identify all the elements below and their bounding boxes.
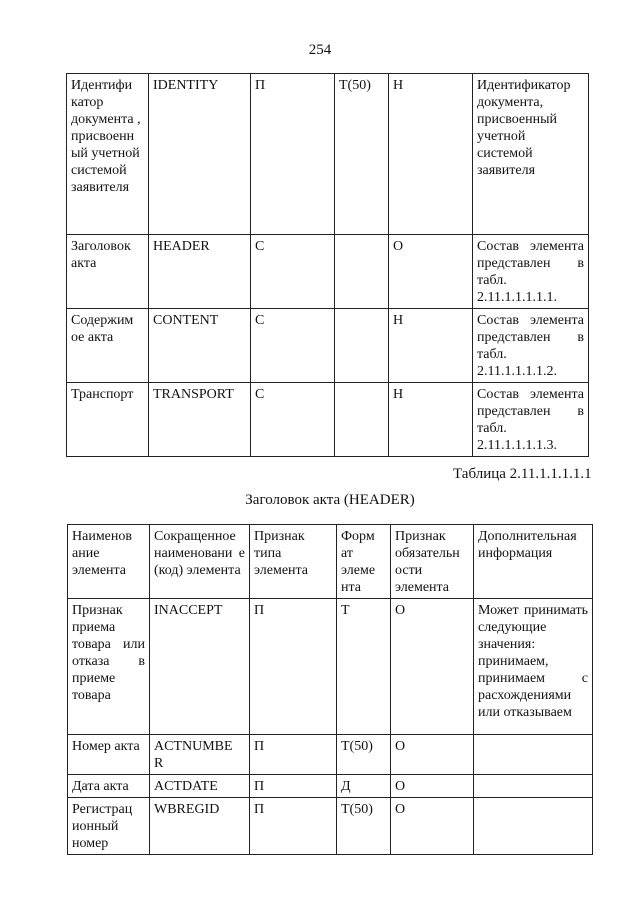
element-format-cell: T(50) bbox=[337, 735, 391, 775]
table-row bbox=[67, 383, 589, 457]
column-header: Признак обязательн ости элемента bbox=[391, 525, 474, 599]
element-info-cell: Может принимать следующие значения: принимаем, принимаем с расхождениями или отказываем bbox=[474, 599, 593, 735]
column-header: Дополнительная информация bbox=[474, 525, 593, 599]
element-required-cell: О bbox=[391, 798, 474, 855]
column-header: Наименов ание элемента bbox=[68, 525, 150, 599]
element-format-cell: Д bbox=[337, 775, 391, 798]
element-format-cell: T bbox=[337, 599, 391, 735]
element-name-cell: Номер акта bbox=[68, 735, 150, 775]
column-header: Сокращенное наименовани е (код) элемента bbox=[150, 525, 250, 599]
table-row bbox=[67, 74, 589, 235]
element-format-cell: T(50) bbox=[337, 798, 391, 855]
column-header: Форм ат элеме нта bbox=[337, 525, 391, 599]
elements-table bbox=[66, 73, 589, 457]
table-row bbox=[68, 735, 593, 775]
element-type-cell: П bbox=[250, 599, 337, 735]
page-number: 254 bbox=[308, 42, 332, 58]
element-format-cell bbox=[335, 383, 389, 457]
table-row bbox=[68, 798, 593, 855]
element-format-cell: T(50) bbox=[335, 74, 389, 235]
table-row bbox=[68, 775, 593, 798]
element-name-cell: Заголовок акта bbox=[67, 235, 149, 309]
element-type-cell: С bbox=[251, 309, 335, 383]
table-header-row bbox=[68, 525, 593, 599]
element-required-cell: Н bbox=[389, 383, 473, 457]
element-info-cell: Состав элемента представлен в табл. 2.11.1.1.1.1.1. bbox=[473, 235, 589, 309]
element-name-cell: Регистрац ионный номер bbox=[68, 798, 150, 855]
element-info-cell bbox=[474, 735, 593, 775]
element-info-cell: Состав элемента представлен в табл. 2.11.1.1.1.1.3. bbox=[473, 383, 589, 457]
element-info-cell: Состав элемента представлен в табл. 2.11.1.1.1.1.2. bbox=[473, 309, 589, 383]
element-name-cell: Дата акта bbox=[68, 775, 150, 798]
element-format-cell bbox=[335, 309, 389, 383]
element-type-cell: П bbox=[250, 775, 337, 798]
element-type-cell: С bbox=[251, 235, 335, 309]
element-code-cell: TRANSPORT bbox=[149, 383, 251, 457]
element-required-cell: О bbox=[391, 735, 474, 775]
element-info-cell bbox=[474, 798, 593, 855]
element-format-cell bbox=[335, 235, 389, 309]
element-name-cell: Содержим ое акта bbox=[67, 309, 149, 383]
element-code-cell: CONTENT bbox=[149, 309, 251, 383]
element-code-cell: IDENTITY bbox=[149, 74, 251, 235]
table-row bbox=[67, 235, 589, 309]
table-row bbox=[68, 599, 593, 735]
table-row bbox=[67, 309, 589, 383]
element-required-cell: Н bbox=[389, 74, 473, 235]
element-info-cell bbox=[474, 775, 593, 798]
element-required-cell: О bbox=[391, 599, 474, 735]
element-code-cell: INACCEPT bbox=[150, 599, 250, 735]
element-type-cell: П bbox=[250, 798, 337, 855]
header-elements-table bbox=[67, 524, 593, 855]
element-name-cell: Признак приема товара или отказа в приеме товара bbox=[68, 599, 150, 735]
table-caption: Таблица 2.11.1.1.1.1.1 bbox=[453, 466, 592, 482]
table-title: Заголовок акта (HEADER) bbox=[245, 492, 415, 508]
element-name-cell: Идентифи катор документа , присвоенн ый учетной системой заявителя bbox=[67, 74, 149, 235]
element-code-cell: ACTDATE bbox=[150, 775, 250, 798]
element-type-cell: П bbox=[250, 735, 337, 775]
element-type-cell: П bbox=[251, 74, 335, 235]
element-code-cell: ACTNUMBE R bbox=[150, 735, 250, 775]
element-type-cell: С bbox=[251, 383, 335, 457]
element-required-cell: О bbox=[389, 235, 473, 309]
element-info-cell: Идентификатор документа, присвоенный учетной системой заявителя bbox=[473, 74, 589, 235]
element-required-cell: Н bbox=[389, 309, 473, 383]
element-code-cell: HEADER bbox=[149, 235, 251, 309]
element-name-cell: Транспорт bbox=[67, 383, 149, 457]
element-code-cell: WBREGID bbox=[150, 798, 250, 855]
element-required-cell: О bbox=[391, 775, 474, 798]
column-header: Признак типа элемента bbox=[250, 525, 337, 599]
